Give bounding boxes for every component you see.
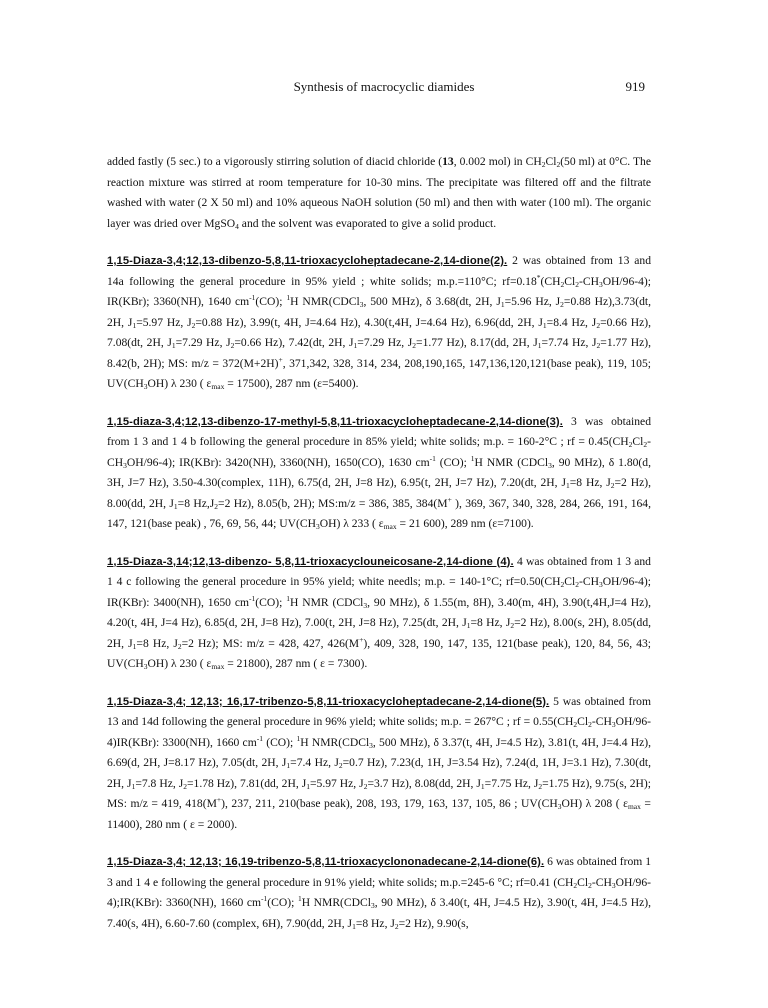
compound-6-paragraph: 1,15-Diaza-3,4; 12,13; 16,19-tribenzo-5,8,11-trioxacyclononadecane-2,14-dione(6). 6 was obtained from 1 3 and 1 4 e following the general procedure in 91% yield; white solids; m.p.=245-6 °C; rf=0.41 $(CH_2Cl_2-CH_3OH/96-4);IR(KBr)$: 3360(NH), 1660 $cm^{-1}(CO)$; $^1$H NMR(CDCl$_3$, 90 MHz), δ 3.40(t, 4H, J=4.5 Hz), 3.90(t, 4H, J=4.5 Hz), 7.40(s, 4H), 6.60-7.60 (complex, 6H), 7.90(dd, 2H, $J_1=8$ Hz, $J_2=2$ Hz), 9.90(s, <box>107 855 652 931</box>
compound-5-paragraph: 1,15-Diaza-3,4; 12,13; 16,17-tribenzo-5,8,11-trioxacycloheptadecane-2,14-dione(5). 5 was obtained from 13 and 14d following the general procedure in 96% yield; white solids; m.p. = 267°C ; rf = $0.55(CH_2Cl_2-CH_3OH/96-4)IR(KBr)$: 3300(NH), 1660 $cm^{-1}$ (CO); $^1$H NMR(CDCl$_3$, 500 MHz), δ 3.37(t, 4H, J=4.5 Hz), 3.81(t, 4H, J=4.4 Hz), 6.69(d, 2H, J=8.17 Hz), 7.05(dt, 2H, $J_1=7.4$ Hz, $J_2=0.7$ Hz), 7.23(d, 1H, J=3.54 Hz), 7.24(d, 1H, J=3.1 Hz), 7.30(dt, 2H, $J_1=7.8$ Hz, $J_2=1.78$ Hz), 7.81(dd, 2H, $J_1=5.97$ Hz, $J_2=3.7$ Hz), 8.08(dd, 2H, $J_1=7.75$ Hz, $J_2=1.75$ Hz), 9.75(s, 2H); MS: m/z = 419, 418(M+), 237, 211, 210(base peak), 208, 193, 179, 163, 137, 105, 86 ; $UV(CH_3OH)$ λ 208 ( $\varepsilon_{max} = 11400$), 280 nm ( ε = 2000). <box>107 694 652 831</box>
page-number: 919 <box>625 79 645 94</box>
compound-5-heading: 1,15-Diaza-3,4; 12,13; 16,17-tribenzo-5,8,11-trioxacycloheptadecane-2,14-dione(5). <box>107 695 550 708</box>
compound-3-heading: 1,15-diaza-3,4;12,13-dibenzo-17-methyl-5,8,11-trioxacycloheptadecane-2,14-dione(3). <box>107 415 563 428</box>
compound-4-paragraph: 1,15-Diaza-3,14;12,13-dibenzo- 5,8,11-trioxacyclouneicosane-2,14-dione (4). 4 was obtained from 1 3 and 1 4 c following the general procedure in 95% yield; white needls; m.p. = 140-1°C; $rf=0.50(CH_2Cl_2-CH_3OH/96-4)$; IR(KBr): 3400(NH), 1650 $cm^{-1}(CO)$; $^1$H NMR (CDCl$_3$, 90 MHz), δ 1.55(m, 8H), 3.40(m, 4H), 3.90(t,4H,J=4 Hz), 4.20(t, 4H, J=4 Hz), 6.85(d, 2H, J=8 Hz), 7.00(t, 2H, J=8 Hz), 7.25(dt, 2H, $J_1=8$ Hz, $J_2=2$ Hz), 8.00(s, 2H), 8.05(dd, 2H, $J_1=8$ Hz, $J_2=2$ Hz); MS: m/z = 428, 427, 426(M+), 409, 328, 190, 147, 135, 121(base peak), 120, 84, 56, 43; $UV(CH_3OH)$ λ 230 ( $\varepsilon_{max} = 21800$), 287 nm ( ε = 7300). <box>107 554 652 671</box>
article-body <box>107 152 651 951</box>
running-title: Synthesis of macrocyclic diamides <box>293 79 475 94</box>
compound-4-heading: 1,15-Diaza-3,14;12,13-dibenzo- 5,8,11-trioxacyclouneicosane-2,14-dione (4). <box>107 555 514 568</box>
compound-2-paragraph: 1,15-Diaza-3,4;12,13-dibenzo-5,8,11-trioxacycloheptadecane-2,14-dione(2). 2 was obtained from 13 and 14a following the general procedure in 95% yield ; white solids; m.p.=110°C; $rf=0.18^*(CH_2Cl_2-CH_3OH/96-4)$; IR(KBr); 3360(NH), 1640 $cm^{-1}(CO)$; $^1$H NMR(CDCl$_3$, 500 MHz), δ 3.68(dt, 2H, $J_1=5.96$ Hz, $J_2=0.88$ Hz),3.73(dt, 2H, $J_1=5.97$ Hz, $J_2=0.88$ Hz), 3.99(t, 4H, J=4.64 Hz), 4.30(t,4H, J=4.64 Hz), 6.96(dd, 2H, $J_1=8.4$ Hz, $J_2=0.66$ Hz), 7.08(dt, 2H, $J_1=7.29$ Hz, $J_2=0.66$ Hz), 7.42(dt, 2H, $J_1=7.29$ Hz, $J_2=1.77$ Hz), 8.17(dd, 2H, $J_1=7.74$ Hz, $J_2=1.77$ Hz), 8.42(b, 2H); MS: m/z = 372(M+2H)+, 371,342, 328, 314, 234, 208,190,165, 147,136,120,121(base peak), 119, 105; $UV(CH_3OH)$ λ 230 ( $\varepsilon_{max} = 17500$), 287 nm (ε=5400). <box>107 254 652 391</box>
intro-paragraph: added fastly (5 sec.) to a vigorously stirring solution of diacid chloride (13, 0.002 mol) in $CH_2Cl_2(50$ ml) at 0°C. The reaction mixture was stirred at room temperature for 10-30 mins. The precipitate was filtered off and the filtrate washed with water (2 X 50 ml) and 10% aqueous NaOH solution (50 ml) and then with water (100 ml). The organic layer was dried over MgSO$_4$ and the solvent was evaporated to give a solid product. <box>107 155 651 231</box>
compound-6-heading: 1,15-Diaza-3,4; 12,13; 16,19-tribenzo-5,8,11-trioxacyclononadecane-2,14-dione(6). <box>107 856 545 868</box>
compound-2-heading: 1,15-Diaza-3,4;12,13-dibenzo-5,8,11-trioxacycloheptadecane-2,14-dione(2). <box>107 255 508 267</box>
compound-3-paragraph: 1,15-diaza-3,4;12,13-dibenzo-17-methyl-5,8,11-trioxacycloheptadecane-2,14-dione(3). 3 was obtained from 1 3 and 1 4 b following the general procedure in 85% yield; white solids; m.p. = 160-2°C ; rf = $0.45(CH_2Cl_2-CH_3OH/96-4)$; IR(KBr): 3420(NH), 3360(NH), 1650(CO), 1630 $cm^{-1}$ (CO); $^1$H NMR (CDCl$_3$, 90 MHz), δ 1.80(d, 3H, J=7 Hz), 3.50-4.30(complex, 11H), 6.75(d, 2H, J=8 Hz), 6.95(t, 2H, J=7 Hz), 7.20(dt, 2H, $J_1=8$ Hz, $J_2=2$ Hz), 8.00(dd, 2H, $J_1=8$ $Hz,J_2=2$ Hz), 8.05(b, 2H); MS:m/z = 386, 385, 384(M+ ), 369, 367, 340, 328, 284, 266, 191, 164, 147, 121(base peak) , 76, 69, 56, 44; $UV(CH_3OH)$ λ 233 ( $\varepsilon_{max} = 21$ 600), 289 nm (ε=7100). <box>107 414 652 531</box>
